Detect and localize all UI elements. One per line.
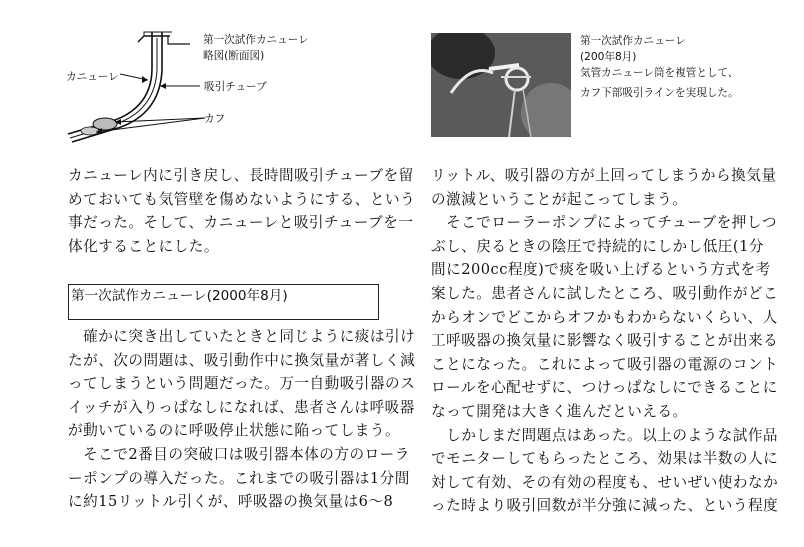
text-line: イッチが入りっぱなしになれば、患者さんは呼吸器 [68, 398, 415, 416]
text-line: めておいても気管壁を傷めないようにする、という [68, 190, 416, 208]
diagram-title-line1: 第一次試作カニューレ [203, 34, 309, 46]
diagram-label-cannula: カニューレ [66, 71, 119, 83]
photo-caption-line3: 気管カニューレ筒を複管として、 [580, 67, 739, 79]
text-line: ーポンプの導入だった。これまでの吸引器は1分間 [68, 469, 410, 487]
left-paragraph-2 [68, 325, 415, 514]
text-line: の激減ということが起こってしまう。 [431, 190, 688, 208]
photo-caption-line1: 第一次試作カニューレ [580, 35, 686, 47]
text-line: 体化することにした。 [68, 237, 219, 255]
text-line: なって開発は大きく進んだといえる。 [431, 402, 688, 420]
text-line: からオンでどこからオフかもわからないくらい、人 [431, 308, 778, 326]
text-line: そこで2番目の突破口は吸引器本体の方のローラ [68, 445, 410, 463]
photo-content [431, 33, 571, 137]
text-line: 案した。患者さんに試したところ、吸引動作がどこ [431, 284, 779, 302]
cannula-diagram [60, 28, 210, 143]
text-line: に約15リットル引くが、呼吸器の換気量は6～8 [68, 493, 394, 511]
photo-caption-line2: (200年8月) [580, 51, 637, 63]
text-line: そこでローラーポンプによってチューブを押しつ [431, 214, 777, 232]
cannula-photo [431, 33, 571, 137]
section-heading: 第一次試作カニューレ(2000年8月) [68, 284, 379, 320]
text-line: 工呼吸器の換気量に影響なく吸引することが出来る [431, 332, 779, 350]
text-line: カニューレ内に引き戻し、長時間吸引チューブを留 [68, 167, 414, 184]
text-line: リットル、吸引器の方が上回ってしまうから換気量 [431, 167, 777, 184]
text-line: った時より吸引回数が半分強に減った、という程度 [431, 497, 779, 515]
diagram-label-cuff: カフ [204, 113, 226, 125]
text-line: 事だった。そして、カニューレと吸引チューブを一 [68, 214, 414, 232]
photo-caption-line4: カフ下部吸引ラインを実現した。 [580, 87, 739, 99]
text-line: 間に200cc程度)で痰を吸い上げるという方式を考 [431, 261, 771, 279]
text-line: ことになった。これによって吸引器の電源のコント [431, 355, 779, 373]
left-paragraph-1 [68, 164, 415, 258]
diagram-label-tube: 吸引チューブ [204, 81, 267, 93]
text-line: ロールを心配せずに、つけっぱなしにできることに [431, 379, 778, 397]
right-column-text [431, 164, 778, 518]
text-line: 対して有効、その有効の程度も、せいぜい使わなか [431, 473, 779, 491]
text-line: ぶし、戻るときの陰圧で持続的にしかし低圧(1分 [431, 237, 764, 255]
diagram-title-line2: 略図(断面図) [203, 50, 265, 62]
text-line: 確かに突き出していたときと同じように痰は引け [68, 328, 416, 345]
text-line: が動いているのに呼吸停止状態に陥ってしまう。 [68, 422, 401, 440]
text-line: でモニターしてもらったところ、効果は半数の人に [431, 450, 779, 468]
text-line: たが、次の問題は、吸引動作中に換気量が著しく減 [68, 351, 416, 369]
text-line: ってしまうという問題だった。万一自動吸引器のス [68, 375, 416, 393]
text-line: しかしまだ問題点はあった。以上のような試作品 [431, 426, 779, 444]
